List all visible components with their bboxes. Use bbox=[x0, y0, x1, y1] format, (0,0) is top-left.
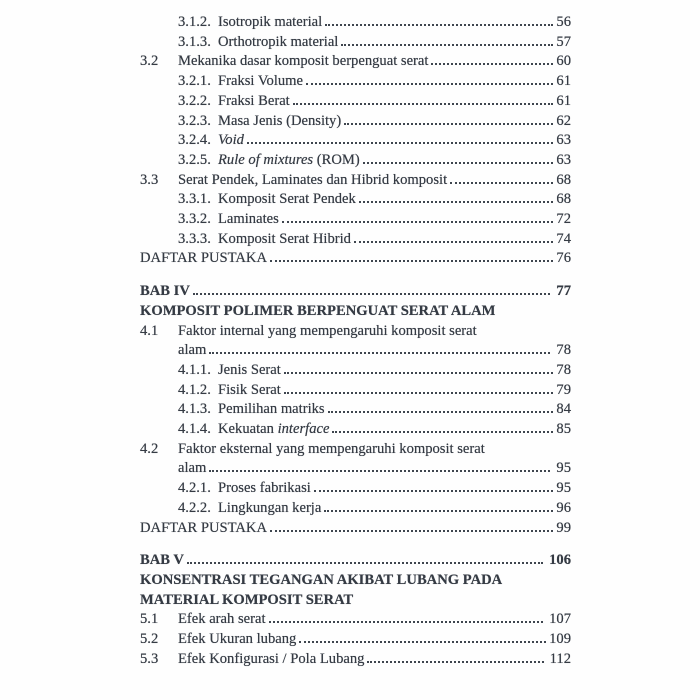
toc-entry-label: Mekanika dasar komposit berpenguat serat bbox=[178, 53, 429, 70]
dotted-leader bbox=[325, 24, 553, 26]
toc-entry-page: 76 bbox=[556, 250, 571, 267]
toc-entry-page: 85 bbox=[556, 421, 571, 438]
toc-entry-page: 95 bbox=[556, 460, 571, 477]
toc-entry-label: MATERIAL KOMPOSIT SERAT bbox=[140, 591, 354, 608]
toc-row bbox=[140, 190, 571, 210]
dotted-leader bbox=[332, 431, 553, 433]
toc-entry-page: 72 bbox=[556, 211, 571, 228]
dotted-leader bbox=[328, 411, 554, 413]
toc-row bbox=[140, 282, 571, 302]
toc-row bbox=[140, 13, 571, 33]
dotted-leader bbox=[341, 44, 553, 46]
toc-entry-label bbox=[218, 151, 360, 171]
toc-entry-label: Pemilihan matriks bbox=[218, 401, 325, 418]
dotted-leader bbox=[367, 661, 543, 663]
toc-entry-label bbox=[218, 420, 329, 440]
toc-entry-number: 5.2 bbox=[140, 631, 159, 648]
toc-entry-label bbox=[218, 131, 244, 151]
toc-entry-number: 5.3 bbox=[140, 650, 159, 667]
toc-entry-number: 3.2.3. bbox=[178, 112, 211, 129]
toc-row bbox=[140, 650, 571, 670]
toc-entry-label-part: interface bbox=[277, 421, 330, 438]
dotted-leader bbox=[193, 293, 551, 295]
toc-entry-page: 84 bbox=[556, 401, 571, 418]
toc-entry-page: 63 bbox=[556, 151, 571, 168]
toc-entry-label: Proses fabrikasi bbox=[218, 480, 311, 497]
toc-entry-page: 106 bbox=[549, 552, 571, 569]
dotted-leader bbox=[324, 510, 553, 512]
toc-entry-page: 60 bbox=[556, 53, 571, 70]
dotted-leader bbox=[187, 562, 543, 564]
toc-entry-number: 4.1.2. bbox=[178, 381, 211, 398]
toc-entry-number: 3.3 bbox=[140, 171, 159, 188]
toc-entry-page: 74 bbox=[556, 230, 571, 247]
toc-row bbox=[140, 630, 571, 650]
toc-entry-label: Komposit Serat Hibrid bbox=[218, 230, 351, 247]
toc-row bbox=[140, 33, 571, 53]
toc-entry-label: Masa Jenis (Density) bbox=[218, 112, 342, 129]
toc-entry-page: 57 bbox=[556, 33, 571, 50]
toc-row bbox=[140, 171, 571, 191]
toc-entry-label: Efek Konfigurasi / Pola Lubang bbox=[178, 650, 365, 667]
toc-row bbox=[140, 551, 571, 571]
toc-row bbox=[140, 210, 571, 230]
toc-entry-number: 4.1.3. bbox=[178, 401, 211, 418]
toc-entry-label: KOMPOSIT POLIMER BERPENGUAT SERAT ALAM bbox=[140, 302, 496, 319]
dotted-leader bbox=[344, 123, 553, 125]
toc-row bbox=[140, 610, 571, 630]
toc-entry-label: Fraksi Volume bbox=[218, 73, 304, 90]
toc-row bbox=[140, 52, 571, 72]
toc-entry-number: 3.1.2. bbox=[178, 14, 211, 30]
toc-entry-label: Serat Pendek, Laminates dan Hibrid komposit bbox=[178, 171, 448, 188]
dotted-leader bbox=[269, 621, 544, 623]
toc-entry-page: 96 bbox=[556, 499, 571, 516]
dotted-leader bbox=[270, 260, 553, 262]
toc-entry-page: 61 bbox=[556, 73, 571, 90]
toc-row bbox=[140, 440, 571, 460]
dotted-leader bbox=[282, 221, 554, 223]
dotted-leader bbox=[306, 83, 553, 85]
toc-entry-label: Orthotropik material bbox=[218, 33, 339, 50]
toc-entry-label: BAB V bbox=[140, 552, 184, 569]
toc-entry-label: DAFTAR PUSTAKA bbox=[140, 519, 267, 536]
dotted-leader bbox=[363, 162, 554, 164]
toc-entry-number: 3.1.3. bbox=[178, 33, 211, 50]
toc-entry-label: Efek Ukuran lubang bbox=[178, 631, 297, 648]
toc-row bbox=[140, 151, 571, 171]
toc-row bbox=[140, 230, 571, 250]
toc-list bbox=[140, 13, 571, 670]
toc-entry-page: 107 bbox=[549, 611, 571, 628]
toc-entry-page: 68 bbox=[556, 171, 571, 188]
toc-entry-page: 61 bbox=[556, 92, 571, 109]
toc-entry-number: 4.2.1. bbox=[178, 480, 211, 497]
toc-row bbox=[140, 322, 571, 342]
toc-row bbox=[140, 591, 571, 611]
toc-entry-number: 3.2.4. bbox=[178, 132, 211, 149]
toc-row bbox=[140, 361, 571, 381]
toc-entry-page: 78 bbox=[556, 361, 571, 378]
toc-row bbox=[140, 249, 571, 269]
toc-entry-label-part: Rule of mixtures bbox=[218, 151, 314, 168]
toc-entry-label: alam bbox=[178, 342, 207, 359]
dotted-leader bbox=[431, 63, 553, 65]
toc-entry-label: Faktor internal yang mempengaruhi komposit serat bbox=[178, 322, 477, 339]
dotted-leader bbox=[247, 142, 553, 144]
toc-row bbox=[140, 479, 571, 499]
dotted-leader bbox=[209, 352, 550, 354]
toc-entry-label: Fisik Serat bbox=[218, 381, 281, 398]
toc-row bbox=[140, 341, 571, 361]
toc-entry-label: Faktor eksternal yang mempengaruhi komposit serat bbox=[178, 440, 485, 457]
toc-entry-page: 63 bbox=[556, 132, 571, 149]
toc-entry-label: KONSENTRASI TEGANGAN AKIBAT LUBANG PADA bbox=[140, 571, 503, 588]
toc-entry-label: Lingkungan kerja bbox=[218, 499, 322, 516]
toc-row bbox=[140, 112, 571, 132]
toc-entry-label: Efek arah serat bbox=[178, 611, 266, 628]
toc-entry-number: 3.3.3. bbox=[178, 230, 211, 247]
toc-entry-number: 3.2.5. bbox=[178, 151, 211, 168]
toc-row bbox=[140, 459, 571, 479]
toc-row bbox=[140, 72, 571, 92]
dotted-leader bbox=[314, 490, 554, 492]
toc-entry-label-part: Void bbox=[218, 132, 244, 149]
toc-entry-page: 56 bbox=[556, 14, 571, 30]
dotted-leader bbox=[450, 182, 553, 184]
toc-entry-label: BAB IV bbox=[140, 283, 190, 300]
toc-row bbox=[140, 499, 571, 519]
toc-entry-number: 3.3.1. bbox=[178, 191, 211, 208]
toc-entry-page: 95 bbox=[556, 480, 571, 497]
dotted-leader bbox=[284, 372, 554, 374]
toc-row bbox=[140, 302, 571, 322]
toc-entry-page: 109 bbox=[549, 631, 571, 648]
toc-row bbox=[140, 92, 571, 112]
toc-entry-number: 3.2.1. bbox=[178, 73, 211, 90]
toc-entry-page: 68 bbox=[556, 191, 571, 208]
toc-entry-page: 78 bbox=[556, 342, 571, 359]
toc-entry-number: 3.2 bbox=[140, 53, 159, 70]
dotted-leader bbox=[270, 530, 553, 532]
toc-entry-label-part: Kekuatan bbox=[218, 421, 278, 438]
toc-entry-number: 4.2 bbox=[140, 440, 159, 457]
dotted-leader bbox=[209, 470, 550, 472]
toc-row bbox=[140, 571, 571, 591]
toc-entry-label: Laminates bbox=[218, 211, 279, 228]
toc-entry-number: 3.2.2. bbox=[178, 92, 211, 109]
dotted-leader bbox=[299, 641, 546, 643]
toc-entry-label: Fraksi Berat bbox=[218, 92, 290, 109]
dotted-leader bbox=[354, 241, 553, 243]
toc-entry-page: 79 bbox=[556, 381, 571, 398]
toc-entry-page: 62 bbox=[556, 112, 571, 129]
dotted-leader bbox=[359, 201, 554, 203]
toc-row bbox=[140, 381, 571, 401]
toc-entry-number: 4.1.1. bbox=[178, 361, 211, 378]
toc-row bbox=[140, 420, 571, 440]
toc-entry-page: 112 bbox=[549, 650, 571, 667]
toc-entry-label-part: (ROM) bbox=[313, 151, 360, 168]
toc-entry-number: 4.1 bbox=[140, 322, 159, 339]
toc-row bbox=[140, 519, 571, 539]
toc-entry-label: alam bbox=[178, 460, 207, 477]
toc-row bbox=[140, 131, 571, 151]
toc-entry-label: DAFTAR PUSTAKA bbox=[140, 250, 267, 267]
toc-row bbox=[140, 400, 571, 420]
toc-entry-number: 4.2.2. bbox=[178, 499, 211, 516]
dotted-leader bbox=[284, 392, 554, 394]
dotted-leader bbox=[293, 103, 554, 105]
toc-entry-label: Komposit Serat Pendek bbox=[218, 191, 356, 208]
toc-entry-number: 3.3.2. bbox=[178, 211, 211, 228]
toc-entry-page: 77 bbox=[556, 283, 571, 300]
toc-entry-number: 5.1 bbox=[140, 611, 159, 628]
toc-entry-label: Jenis Serat bbox=[218, 361, 281, 378]
toc-entry-label: Isotropik material bbox=[218, 14, 323, 30]
toc-entry-page: 99 bbox=[556, 519, 571, 536]
toc-entry-number: 4.1.4. bbox=[178, 421, 211, 438]
